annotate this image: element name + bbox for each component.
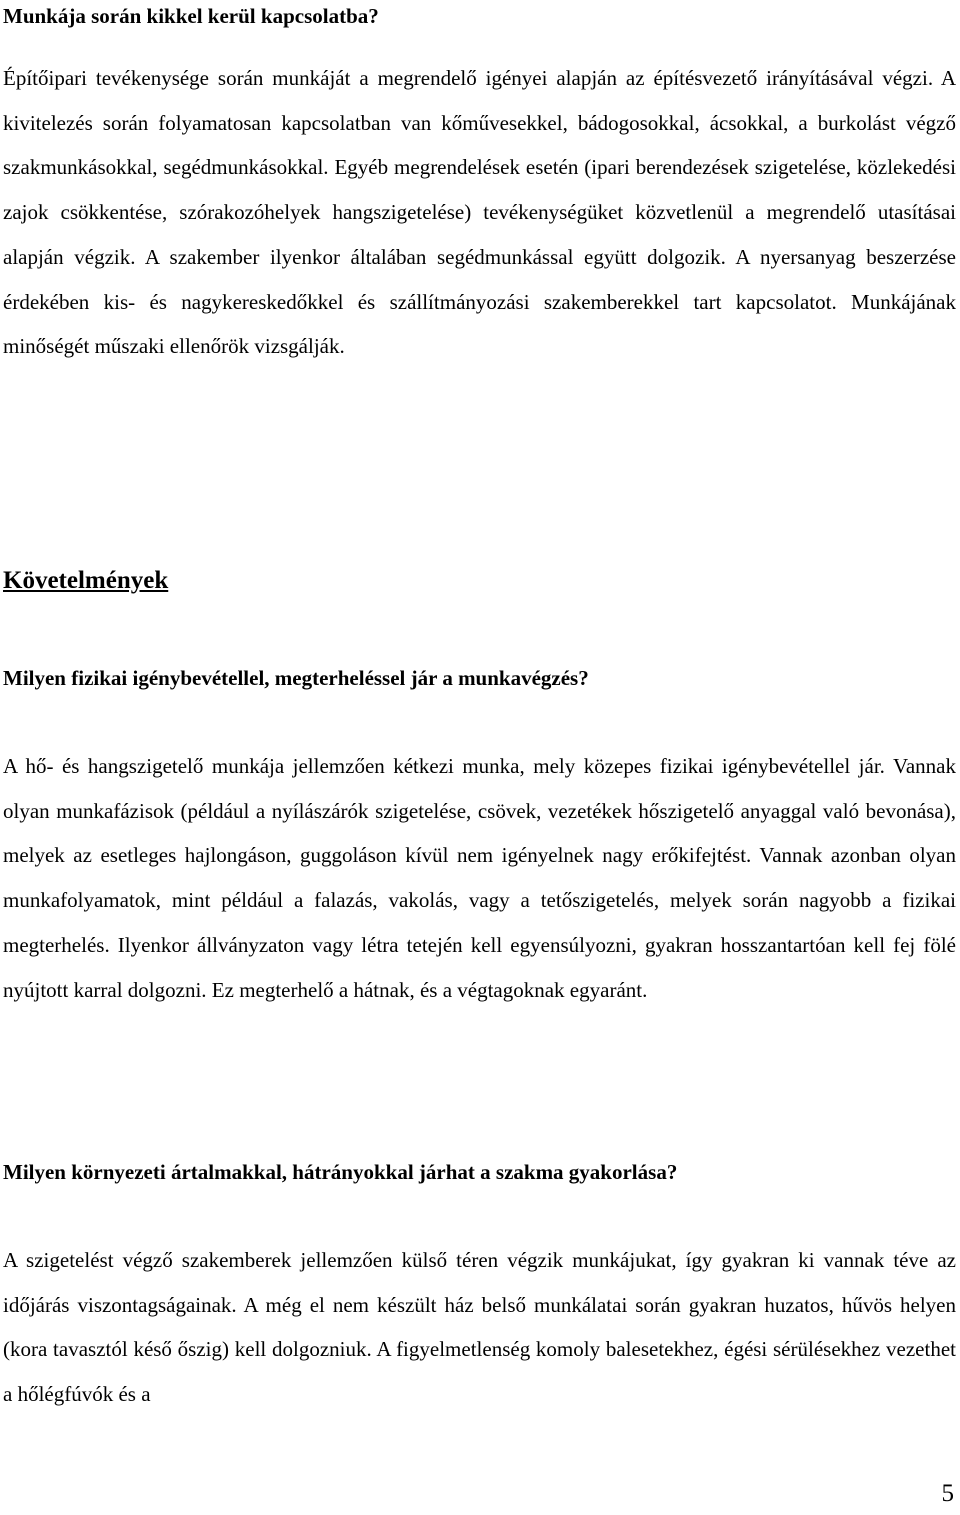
section-physical-load-body	[3, 744, 956, 1012]
question-physical-load: Milyen fizikai igénybevétellel, megterheléssel jár a munkavégzés?	[3, 666, 589, 690]
section-environment-body	[3, 1238, 956, 1417]
paragraph-environment: A szigetelést végző szakemberek jellemzően külső téren végzik munkájukat, így gyakran ki vannak téve az időjárás viszontagságainak. A még el nem készült ház belső munkálatai során gyakran huzatos, hűvös helyen (kora tavasztól késő őszig) kell dolgozniuk. A figyelmetlenség komoly balesetekhez, égési sérülésekhez vezethet a hőlégfúvók és a	[3, 1248, 956, 1407]
section-contacts-body	[3, 56, 956, 369]
section-physical-load	[3, 664, 956, 692]
section-heading-requirements: Követelmények	[3, 567, 169, 594]
question-contacts: Munkája során kikkel kerül kapcsolatba?	[3, 4, 379, 28]
paragraph-physical-load: A hő- és hangszigetelő munkája jellemzően kétkezi munka, mely közepes fizikai igénybevétellel jár. Vannak olyan munkafázisok (például a nyílászárók szigetelése, csövek, vezetékek hőszigetelő anyaggal való bevonása), melyek az esetleges hajlongáson, guggoláson kívül nem igényelnek nagy erőkifejtést. Vannak azonban olyan munkafolyamatok, mint például a falazás, vakolás, vagy a tetőszigetelés, melyek során nagyobb a fizikai megterhelés. Ilyenkor állványzaton vagy létra tetején kell egyensúlyozni, gyakran hosszantartóan kell fej fölé nyújtott karral dolgozni. Ez megterhelő a hátnak, és a végtagoknak egyaránt.	[3, 754, 956, 1002]
question-environment: Milyen környezeti ártalmakkal, hátrányokkal járhat a szakma gyakorlása?	[3, 1160, 678, 1184]
section-environment	[3, 1158, 956, 1186]
paragraph-contacts: Építőipari tevékenysége során munkáját a megrendelő igényei alapján az építésvezető irányításával végzi. A kivitelezés során folyamatosan kapcsolatban van kőművesekkel, bádogosokkal, ácsokkal, a burkolást végző szakmunkásokkal, segédmunkásokkal. Egyéb megrendelések esetén (ipari berendezések szigetelése, közlekedési zajok csökkentése, szórakozóhelyek hangszigetelése) tevékenységüket közvetlenül a megrendelő utasításai alapján végzik. A szakember ilyenkor általában segédmunkással együtt dolgozik. A nyersanyag beszerzése érdekében kis- és nagykereskedőkkel és szállítmányozási szakemberekkel tart kapcsolatot. Munkájának minőségét műszaki ellenőrök vizsgálják.	[3, 66, 956, 359]
section-contacts	[3, 2, 956, 30]
page-number: 5	[941, 1480, 954, 1507]
